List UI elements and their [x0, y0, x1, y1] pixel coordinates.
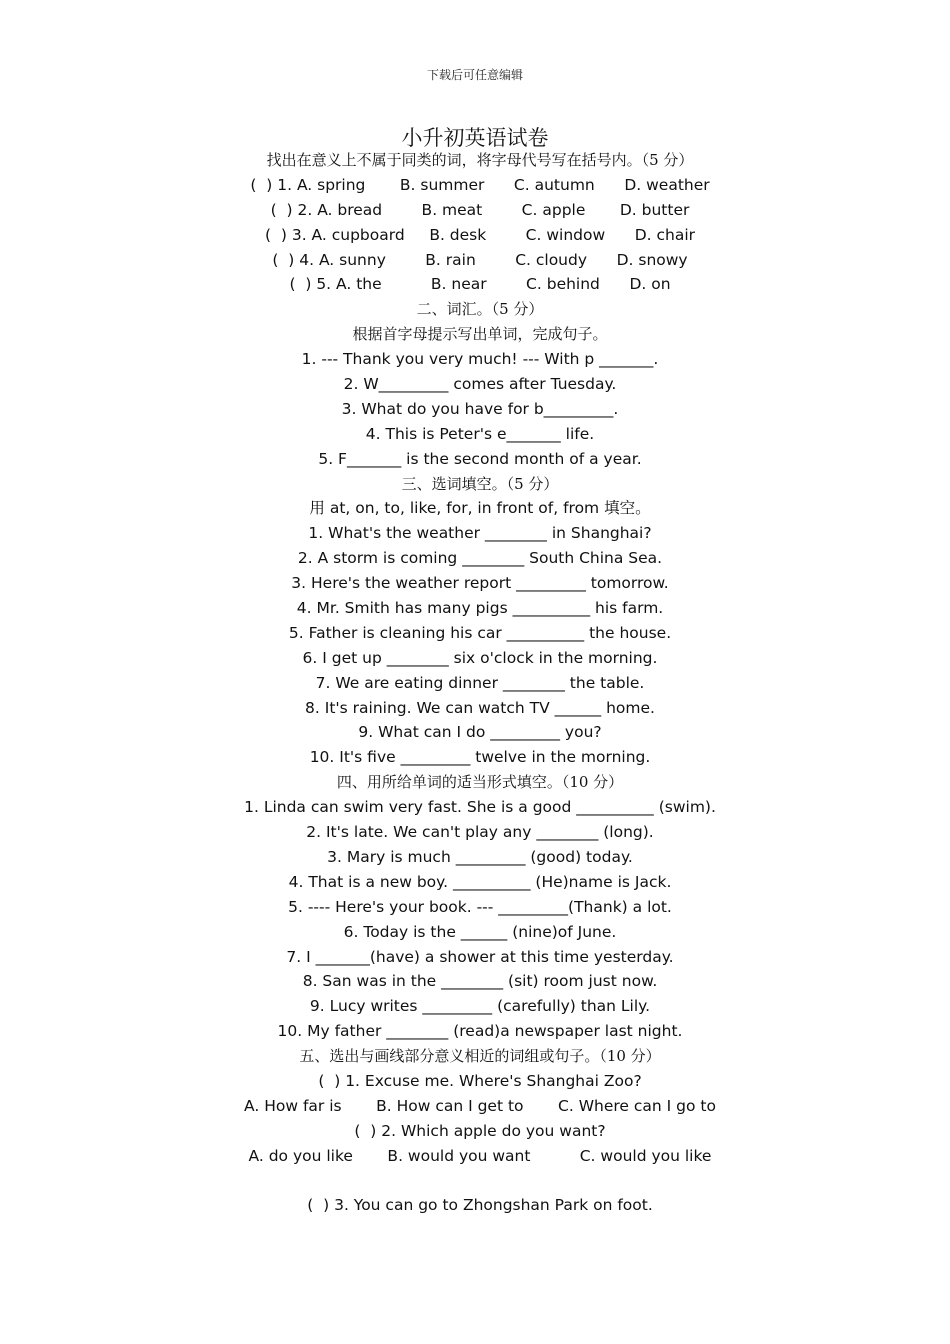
- question-line: ( ) 1. Excuse me. Where's Shanghai Zoo?: [318, 1071, 642, 1090]
- section-1-instruction: 找出在意义上不属于同类的词，将字母代号写在括号内。（5 分）: [266, 151, 694, 169]
- question-line: 5. F_______ is the second month of a year.: [318, 449, 642, 468]
- question-line: 3. Mary is much _________ (good) today.: [327, 847, 633, 866]
- answer-options: A. How far is B. How can I get to C. Where can I go to: [244, 1096, 716, 1115]
- section-2-heading: 二、词汇。（5 分）: [416, 300, 544, 319]
- question-line: ( ) 2. A. bread B. meat C. apple D. butter: [270, 200, 690, 219]
- question-line: 9. Lucy writes _________ (carefully) than Lily.: [309, 997, 651, 1016]
- question-line: 1. Linda can swim very fast. She is a good __________ (swim).: [244, 798, 716, 817]
- question-line: 7. We are eating dinner ________ the table.: [315, 673, 645, 692]
- question-line: 4. This is Peter's e_______ life.: [365, 424, 595, 443]
- exam-content: [0, 148, 950, 1218]
- question-line: 6. I get up ________ six o'clock in the morning.: [302, 648, 658, 667]
- question-line: 5. Father is cleaning his car __________ the house.: [288, 623, 672, 642]
- question-line: 1. --- Thank you very much! --- With p _______.: [301, 350, 659, 369]
- question-line: 3. What do you have for b_________.: [341, 399, 619, 418]
- question-line: 8. It's raining. We can watch TV ______ home.: [305, 698, 655, 717]
- section-4-heading: 四、用所给单词的适当形式填空。（10 分）: [336, 773, 624, 792]
- question-line: ( ) 5. A. the B. near C. behind D. on: [289, 275, 671, 294]
- question-line: ( ) 4. A. sunny B. rain C. cloudy D. snowy: [272, 250, 688, 269]
- question-line: 2. W_________ comes after Tuesday.: [343, 375, 617, 394]
- question-line: 10. My father ________ (read)a newspaper last night.: [277, 1022, 683, 1041]
- question-line: 4. That is a new boy. __________ (He)name is Jack.: [288, 872, 672, 891]
- section-5-heading: 五、选出与画线部分意义相近的词组或句子。（10 分）: [299, 1047, 661, 1066]
- question-line: 5. ---- Here's your book. --- _________(Thank) a lot.: [288, 897, 672, 916]
- question-line: ( ) 2. Which apple do you want?: [354, 1121, 606, 1140]
- section-2-instruction: 根据首字母提示写出单词，完成句子。: [352, 325, 608, 344]
- question-line: 7. I _______(have) a shower at this time yesterday.: [286, 947, 674, 966]
- question-line: 10. It's five _________ twelve in the morning.: [309, 748, 651, 767]
- section-3-heading: 三、选词填空。（5 分）: [401, 474, 559, 493]
- question-line: 6. Today is the ______ (nine)of June.: [343, 922, 617, 941]
- question-line: 8. San was in the ________ (sit) room just now.: [302, 972, 658, 991]
- question-line: 9. What can I do _________ you?: [358, 723, 602, 742]
- question-line: 3. Here's the weather report _________ tomorrow.: [291, 574, 669, 593]
- question-line: 4. Mr. Smith has many pigs __________ his farm.: [296, 599, 664, 618]
- section-3-instruction: 用 at, on, to, like, for, in front of, from 填空。: [309, 499, 651, 518]
- page-header: 下载后可任意编辑: [426, 68, 523, 82]
- answer-options: A. do you like B. would you want C. would you like: [248, 1146, 712, 1165]
- blank-line: [0, 1169, 950, 1194]
- question-line: 1. What's the weather ________ in Shanghai?: [308, 524, 652, 543]
- question-line: 2. A storm is coming ________ South China Sea.: [297, 549, 663, 568]
- question-line: ( ) 3. You can go to Zhongshan Park on foot.: [307, 1196, 653, 1215]
- question-line: ( ) 3. A. cupboard B. desk C. window D. chair: [264, 225, 696, 244]
- question-line: 2. It's late. We can't play any ________ (long).: [306, 823, 654, 842]
- question-line: ( ) 1. A. spring B. summer C. autumn D. weather: [250, 175, 710, 194]
- page-title: 小升初英语试卷: [401, 126, 549, 150]
